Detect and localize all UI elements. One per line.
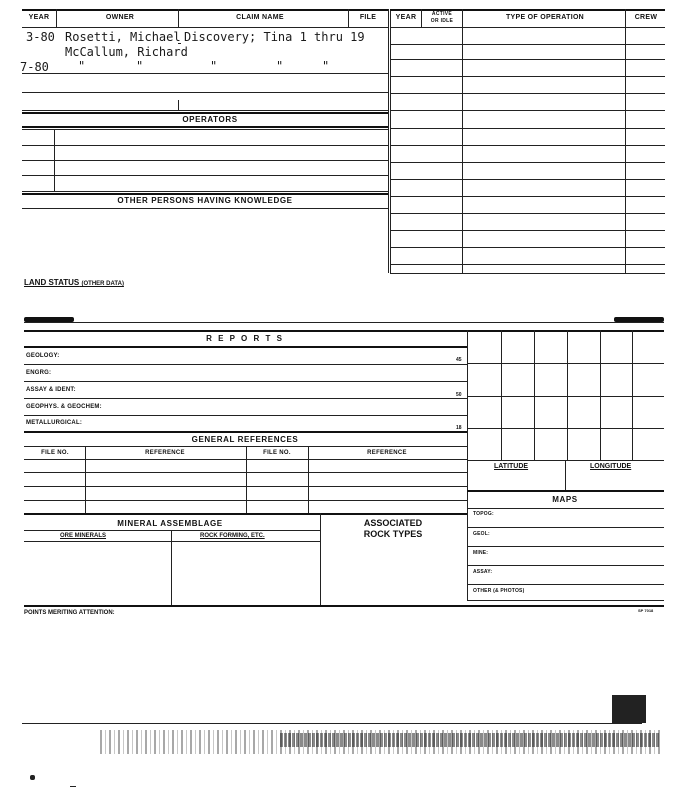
gr-file-no-header-2: FILE NO. xyxy=(263,450,291,456)
associated-rock-line2: ROCK TYPES xyxy=(363,529,423,539)
maps-other: OTHER (& PHOTOS) xyxy=(473,588,525,594)
general-references-title: GENERAL REFERENCES xyxy=(191,435,299,444)
crew-header: CREW xyxy=(634,14,658,21)
land-status-label xyxy=(24,278,124,287)
report-geology-number: 45 xyxy=(456,357,462,363)
claim-row-3-year: 7-80 xyxy=(20,60,49,74)
report-metallurgical-number: 18 xyxy=(456,425,462,431)
maps-mine: MINE: xyxy=(473,550,489,556)
ditto-mark-1: " xyxy=(78,59,86,73)
claim-row-1-owner: Rosetti, Michael xyxy=(65,30,181,44)
report-geology: GEOLOGY: xyxy=(26,353,60,359)
file-header: FILE xyxy=(359,14,377,21)
operators-title: OPERATORS xyxy=(182,115,238,124)
report-geophys: GEOPHYS. & GEOCHEM: xyxy=(26,404,102,410)
maps-assay: ASSAY: xyxy=(473,569,493,575)
ditto-mark-3: " xyxy=(210,59,218,73)
form-number: SP 7018 xyxy=(638,608,654,613)
active-idle-header-line1: ACTIVE xyxy=(431,11,453,17)
knowledge-title: OTHER PERSONS HAVING KNOWLEDGE xyxy=(117,196,293,205)
gr-reference-header-1: REFERENCE xyxy=(145,450,185,456)
maps-geol: GEOL: xyxy=(473,531,490,537)
report-engrg: ENGRG: xyxy=(26,370,52,376)
mineral-assemblage-title: MINERAL ASSEMBLAGE xyxy=(117,519,223,528)
claim-name-header: CLAIM NAME xyxy=(236,14,284,21)
points-meriting-label: POINTS MERITING ATTENTION: xyxy=(24,610,115,616)
longitude-label: LONGITUDE xyxy=(590,463,632,470)
maps-topog: TOPOG: xyxy=(473,511,494,517)
claim-row-1-year: 3-80 xyxy=(26,30,55,44)
land-status-title: LAND STATUS xyxy=(24,278,80,287)
associated-rock-line1: ASSOCIATED xyxy=(363,518,423,528)
owner-header: OWNER xyxy=(105,14,135,21)
ditto-mark-5: " xyxy=(322,59,330,73)
land-status-subtitle: (OTHER DATA) xyxy=(81,281,124,287)
year-header: YEAR xyxy=(28,14,50,21)
active-idle-header-line2: OR IDLE xyxy=(430,18,454,24)
maps-title: MAPS xyxy=(552,495,578,504)
gr-file-no-header-1: FILE NO. xyxy=(41,450,69,456)
type-of-operation-header: TYPE OF OPERATION xyxy=(505,14,585,21)
gr-reference-header-2: REFERENCE xyxy=(367,450,407,456)
ditto-mark-4: " xyxy=(276,59,284,73)
report-metallurgical: METALLURGICAL: xyxy=(26,420,83,426)
ditto-mark-2: " xyxy=(136,59,144,73)
report-assay-number: 50 xyxy=(456,392,462,398)
claim-row-2-owner: McCallum, Richard xyxy=(65,45,188,59)
ore-minerals-header: ORE MINERALS xyxy=(60,533,107,539)
claim-row-1-claim-name: Discovery; Tina 1 thru 19 xyxy=(184,30,365,44)
latitude-label: LATITUDE xyxy=(494,463,529,470)
report-assay: ASSAY & IDENT: xyxy=(26,387,76,393)
activity-year-header: YEAR xyxy=(395,14,417,21)
reports-title: R E P O R T S xyxy=(206,334,284,343)
rock-forming-header: ROCK FORMING, ETC. xyxy=(200,533,265,539)
